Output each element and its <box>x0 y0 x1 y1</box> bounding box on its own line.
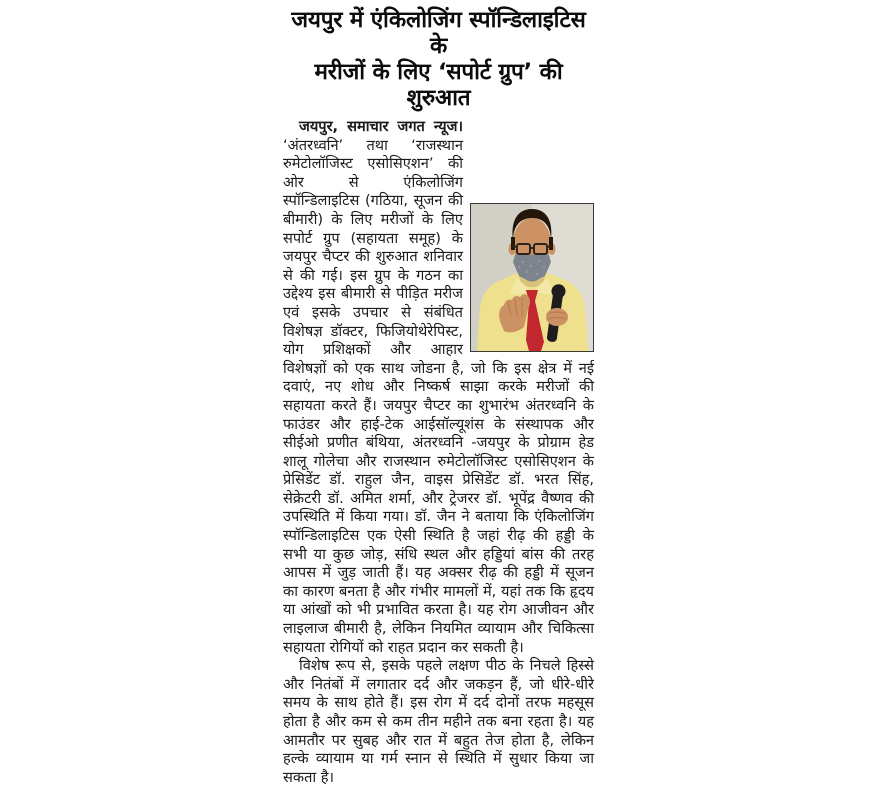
paragraph-1-text: ‘अंतरध्वनि’ तथा ‘राजस्थान रुमेटोलॉजिस्ट एसोसिएशन’ की ओर से एंकिलोजिंग स्पॉन्डिलाइटिस (गठिया, सूजन की बीमारी) के लिए मरीजों के लिए सपोर्ट ग्रुप (सहायता समूह) के जयपुर चैप्टर की शुरुआत शनिवार से की गई। इस ग्रुप के गठन का उद्देश्य इस बीमारी से पीड़ित मरीज एवं इसके उपचार से संबंधित विशेषज्ञ डॉक्टर, फिजियोथेरेपिस्ट, योग प्रशिक्षकों और आहार विशेषज्ञों को एक साथ जोडना है, जो कि इस क्षेत्र में नई दवाएं, नए शोध और निष्कर्ष साझा करके मरीजों की सहायता करते हैं। जयपुर चैप्टर का शुभारंभ अंतरध्वनि के फाउंडर और हाई-टेक आईसॉल्यूशंस के संस्थापक और सीईओ प्रणीत बंथिया, अंतरध्वनि -जयपुर के प्रोग्राम हेड शालू गोलेचा और राजस्थान रुमेटोलॉजिस्ट एसोसिएशन के प्रेसिडेंट डॉ. राहुल जैन, वाइस प्रेसिडेंट डॉ. भरत सिंह, सेक्रेटरी डॉ. अमित शर्मा, और ट्रेजरर डॉ. भूपेंद्र वैष्णव की उपस्थिति में किया गया। डॉ. जैन ने बताया कि एंकिलोजिंग स्पॉन्डिलाइटिस एक ऐसी स्थिति है जहां रीढ़ की हड्डी के सभी या कुछ जोड़, संधि स्थल और हड्डियां बांस की तरह आपस में जुड़ जाती हैं। यह अक्सर रीढ़ की हड्डी में सूजन का कारण बनता है और गंभीर मामलों में, यहां तक कि हृदय या आंखों को भी प्रभावित करता है। यह रोग आजीवन और लाइलाज बीमारी है, लेकिन नियमित व्यायाम और चिकित्सा सहायता रोगियों को राहत प्रदान कर सकती है। <box>283 136 594 656</box>
headline-line-2: मरीजों के लिए ‘सपोर्ट ग्रुप’ की शुरुआत <box>314 59 563 111</box>
speaker-photo <box>470 203 594 352</box>
dateline: जयपुर, समाचार जगत न्यूज। <box>299 118 463 135</box>
article-body <box>283 118 594 787</box>
speaker-photo-illustration <box>471 204 593 351</box>
article-headline <box>283 7 594 111</box>
news-article <box>283 7 594 787</box>
headline-line-1: जयपुर में एंकिलोजिंग स्पॉन्डिलाइटिस के <box>291 7 586 59</box>
paragraph-2: विशेष रूप से, इसके पहले लक्षण पीठ के निचले हिस्से और नितंबों में लगातार दर्द और जकड़न हैं, जो धीरे-धीरे समय के साथ होते हैं। इस रोग में दर्द दोनों तरफ महसूस होता है और कम से कम तीन महीने तक बना रहता है। यह आमतौर पर सुबह और रात में बहुत तेज होता है, लेकिन हल्के व्यायाम या गर्म स्नान से स्थिति में सुधार किया जा सकता है। <box>283 657 594 786</box>
hair-side-left <box>511 237 515 250</box>
hair-side-right <box>549 237 553 250</box>
paragraph-1 <box>283 118 594 657</box>
